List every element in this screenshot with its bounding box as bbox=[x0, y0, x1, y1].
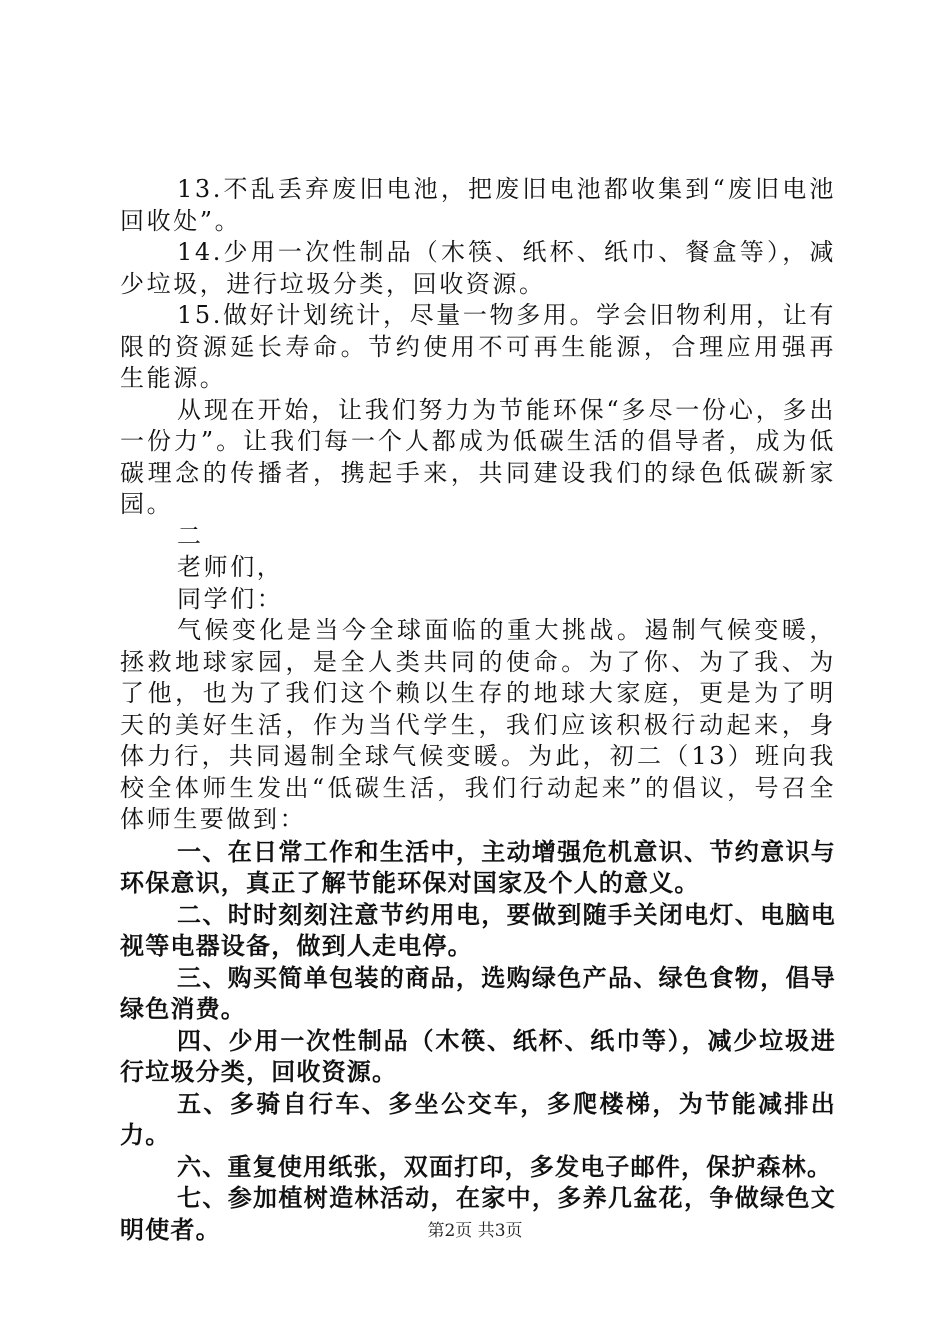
list-item-4: 四、少用一次性制品（木筷、纸杯、纸巾等），减少垃圾进行垃圾分类，回收资源。 bbox=[120, 1025, 836, 1086]
salutation-teachers: 老师们， bbox=[177, 553, 284, 581]
page-footer bbox=[0, 1216, 950, 1241]
list-item-1: 一、在日常工作和生活中，主动增强危机意识、节约意识与环保意识，真正了解节能环保对国家及个人的意义。 bbox=[120, 836, 836, 897]
paragraph-intro: 气候变化是当今全球面临的重大挑战。遏制气候变暖，拯救地球家园，是全人类共同的使命。为了你、为了我、为了他，也为了我们这个赖以生存的地球大家庭，更是为了明天的美好生活，作为当代学生，我们应该积极行动起来，身体力行，共同遏制全球气候变暖。为此，初二（13）班向我校全体师生发出“低碳生活，我们行动起来”的倡议，号召全体师生要做到： bbox=[120, 616, 836, 833]
paragraph-item-13: 13.不乱丢弃废旧电池，把废旧电池都收集到“废旧电池回收处”。 bbox=[120, 175, 836, 235]
paragraph-closing: 从现在开始，让我们努力为节能环保“多尽一份心，多出一份力”。让我们每一个人都成为低碳生活的倡导者，成为低碳理念的传播者，携起手来，共同建设我们的绿色低碳新家园。 bbox=[120, 395, 836, 518]
list-item-5: 五、多骑自行车、多坐公交车，多爬楼梯，为节能减排出力。 bbox=[120, 1088, 836, 1149]
list-item-7: 七、参加植树造林活动，在家中，多养几盆花，争做绿色文明使者。 bbox=[120, 1183, 836, 1244]
salutation-students: 同学们： bbox=[177, 584, 284, 613]
paragraph-item-14: 14.少用一次性制品（木筷、纸杯、纸巾、餐盒等），减少垃圾，进行垃圾分类，回收资源。 bbox=[120, 238, 836, 298]
section-marker: 二 bbox=[177, 521, 204, 550]
list-item-2: 二、时时刻刻注意节约用电，要做到随手关闭电灯、电脑电视等电器设备，做到人走电停。 bbox=[120, 899, 836, 960]
paragraph-item-15: 15.做好计划统计，尽量一物多用。学会旧物利用，让有限的资源延长寿命。节约使用不可再生能源，合理应用强再生能源。 bbox=[120, 301, 836, 392]
page-indicator: 第2页 共3页 bbox=[427, 1221, 523, 1241]
list-item-3: 三、购买简单包装的商品，选购绿色产品、绿色食物，倡导绿色消费。 bbox=[120, 962, 836, 1023]
document-body bbox=[120, 174, 836, 1245]
list-item-6: 六、重复使用纸张，双面打印，多发电子邮件，保护森林。 bbox=[177, 1151, 833, 1181]
